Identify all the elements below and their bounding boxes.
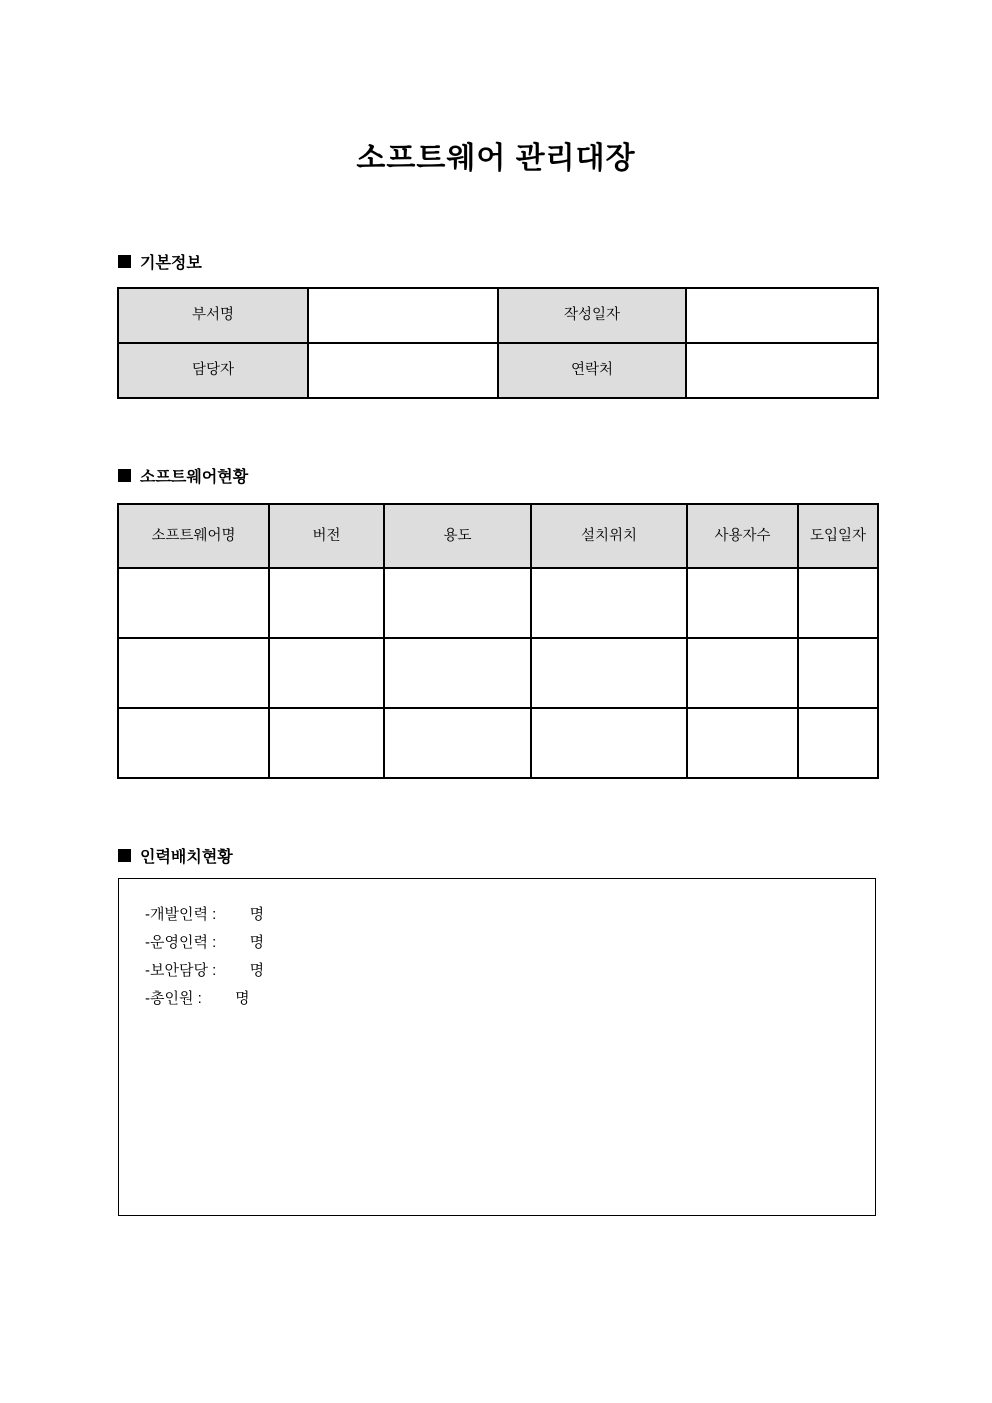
- square-bullet-icon: [118, 255, 131, 268]
- column-header-install-location: 설치위치: [531, 504, 687, 568]
- basic-info-table: [117, 287, 879, 399]
- cell-version[interactable]: [269, 638, 384, 708]
- section-heading-basic-info: [118, 250, 202, 273]
- section-heading-staff-allocation: [118, 844, 233, 867]
- cell-user-count[interactable]: [687, 638, 798, 708]
- basic-label-date: 작성일자: [498, 288, 686, 343]
- basic-label-contact: 연락처: [498, 343, 686, 398]
- cell-purpose[interactable]: [384, 638, 531, 708]
- staff-allocation-box[interactable]: [118, 878, 876, 1216]
- basic-label-manager: 담당자: [118, 343, 308, 398]
- cell-introduction-date[interactable]: [798, 638, 878, 708]
- cell-purpose[interactable]: [384, 568, 531, 638]
- cell-introduction-date[interactable]: [798, 708, 878, 778]
- cell-version[interactable]: [269, 568, 384, 638]
- section-heading-software-status: [118, 464, 248, 487]
- table-header-row: [118, 504, 878, 568]
- section-heading-label: 기본정보: [140, 255, 202, 272]
- page-title: 소프트웨어 관리대장: [356, 142, 636, 175]
- cell-software-name[interactable]: [118, 638, 269, 708]
- column-header-software-name: 소프트웨어명: [118, 504, 269, 568]
- cell-purpose[interactable]: [384, 708, 531, 778]
- table-row: [118, 343, 878, 398]
- table-row: [118, 288, 878, 343]
- column-header-purpose: 용도: [384, 504, 531, 568]
- basic-label-department: 부서명: [118, 288, 308, 343]
- table-row: [118, 568, 878, 638]
- cell-user-count[interactable]: [687, 568, 798, 638]
- cell-introduction-date[interactable]: [798, 568, 878, 638]
- table-row: [118, 708, 878, 778]
- square-bullet-icon: [118, 469, 131, 482]
- software-status-table: [117, 503, 879, 779]
- column-header-version: 버전: [269, 504, 384, 568]
- cell-install-location[interactable]: [531, 638, 687, 708]
- staff-line-operations: -운영인력 : 명: [145, 934, 265, 951]
- basic-value-contact[interactable]: [686, 343, 878, 398]
- staff-line-security: -보안담당 : 명: [145, 962, 265, 979]
- square-bullet-icon: [118, 849, 131, 862]
- section-heading-label: 인력배치현황: [140, 849, 233, 866]
- column-header-introduction-date: 도입일자: [798, 504, 878, 568]
- table-row: [118, 638, 878, 708]
- basic-value-manager[interactable]: [308, 343, 498, 398]
- basic-value-date[interactable]: [686, 288, 878, 343]
- basic-value-department[interactable]: [308, 288, 498, 343]
- cell-version[interactable]: [269, 708, 384, 778]
- cell-install-location[interactable]: [531, 568, 687, 638]
- staff-line-developers: -개발인력 : 명: [145, 906, 265, 923]
- section-heading-label: 소프트웨어현황: [140, 469, 249, 486]
- staff-line-total: -총인원 : 명: [145, 990, 250, 1007]
- cell-install-location[interactable]: [531, 708, 687, 778]
- cell-software-name[interactable]: [118, 568, 269, 638]
- column-header-user-count: 사용자수: [687, 504, 798, 568]
- cell-user-count[interactable]: [687, 708, 798, 778]
- cell-software-name[interactable]: [118, 708, 269, 778]
